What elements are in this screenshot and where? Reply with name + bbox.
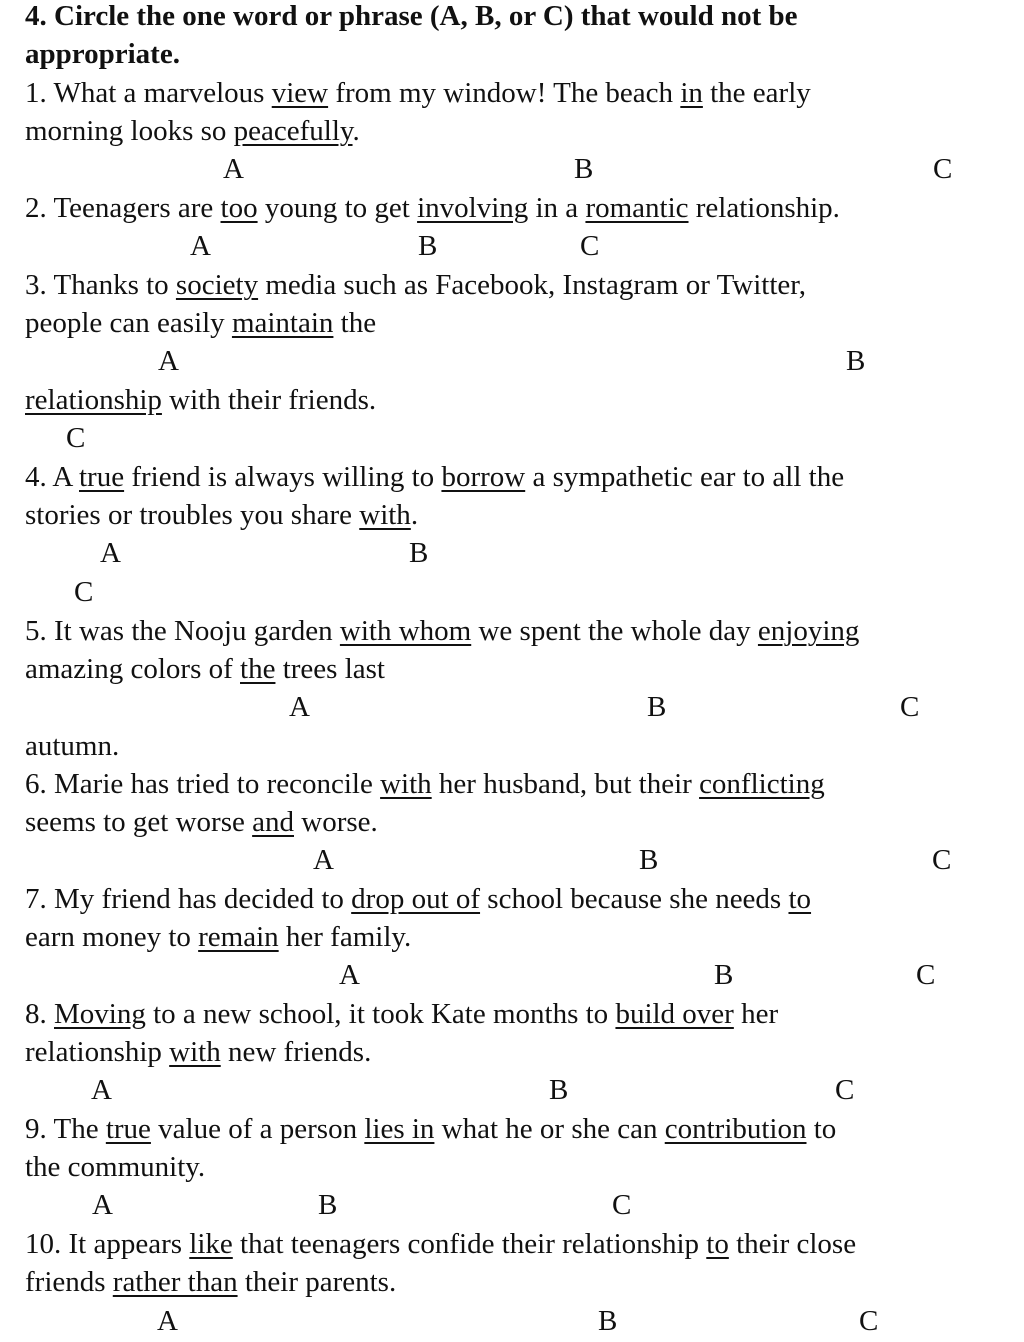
q9-option-c: contribution — [664, 1113, 807, 1145]
q6-label-c: C — [932, 844, 952, 876]
q9-label-b: B — [318, 1189, 338, 1221]
question-5-line-1: 5. It was the Nooju garden with whom we spent the whole day enjoying — [25, 615, 860, 647]
q10-label-b: B — [598, 1305, 618, 1337]
q4-label-c: C — [74, 576, 94, 608]
q3-label-c: C — [66, 422, 86, 454]
question-7-line-2: earn money to remain her family. — [25, 921, 412, 953]
q2-option-b: involving — [417, 192, 529, 224]
question-9-line-1: 9. The true value of a person lies in what he or she can contribution to — [25, 1113, 837, 1145]
question-8-line-2: relationship with new friends. — [25, 1036, 372, 1068]
q8-label-a: A — [91, 1074, 112, 1106]
q8-label-c: C — [835, 1074, 855, 1106]
q7-option-b: to — [788, 883, 812, 915]
q8-label-b: B — [549, 1074, 569, 1106]
q9-label-c: C — [612, 1189, 632, 1221]
q4-option-a: true — [79, 461, 125, 493]
q1-option-c: peacefully — [233, 115, 353, 147]
q10-option-a: like — [189, 1228, 233, 1260]
q1-option-a: view — [271, 77, 329, 109]
question-4-line-1: 4. A true friend is always willing to borrow a sympathetic ear to all the — [25, 461, 845, 493]
question-1-line-1: 1. What a marvelous view from my window! The beach in the early — [25, 77, 811, 109]
q3-option-b: maintain — [231, 307, 334, 339]
q10-label-a: A — [157, 1305, 178, 1337]
q8-option-b: build over — [615, 998, 734, 1030]
q6-option-b: conflicting — [699, 768, 825, 800]
q4-label-b: B — [409, 537, 429, 569]
q3-label-b: B — [846, 345, 866, 377]
question-10-line-1: 10. It appears like that teenagers confide their relationship to their close — [25, 1228, 857, 1260]
q6-option-c: and — [252, 806, 294, 838]
q5-label-a: A — [289, 691, 310, 723]
question-2-line-1: 2. Teenagers are too young to get involving in a romantic relationship. — [25, 192, 840, 224]
q4-label-a: A — [100, 537, 121, 569]
q2-option-a: too — [220, 192, 258, 224]
q6-label-a: A — [313, 844, 334, 876]
q7-option-c: remain — [198, 921, 279, 953]
q7-label-a: A — [339, 959, 360, 991]
q4-option-b: borrow — [441, 461, 526, 493]
q9-option-b: lies in — [364, 1113, 435, 1145]
q5-option-a: with whom — [339, 615, 472, 647]
q7-label-c: C — [916, 959, 936, 991]
q2-label-b: B — [418, 230, 438, 262]
q3-option-a: society — [175, 269, 259, 301]
question-8-line-1: 8. Moving to a new school, it took Kate months to build over her — [25, 998, 779, 1030]
question-6-line-2: seems to get worse and worse. — [25, 806, 378, 838]
q3-label-a: A — [158, 345, 179, 377]
q6-label-b: B — [639, 844, 659, 876]
question-3-line-1: 3. Thanks to society media such as Facebook, Instagram or Twitter, — [25, 269, 807, 301]
question-3-line-2: people can easily maintain the — [25, 307, 377, 339]
question-4-line-2: stories or troubles you share with. — [25, 499, 419, 531]
question-5-line-2: amazing colors of the trees last — [25, 653, 385, 685]
question-7-line-1: 7. My friend has decided to drop out of school because she needs to — [25, 883, 812, 915]
q3-option-c: relationship — [25, 384, 162, 416]
question-5-line-3: autumn. — [25, 730, 120, 762]
q5-label-c: C — [900, 691, 920, 723]
q10-option-c: rather than — [112, 1266, 238, 1298]
instruction-line-1: 4. Circle the one word or phrase (A, B, or C) that would not be — [25, 0, 798, 32]
q2-option-c: romantic — [585, 192, 689, 224]
question-3-line-3: relationship with their friends. — [25, 384, 377, 416]
q1-label-b: B — [574, 153, 594, 185]
q5-option-b: enjoying — [757, 615, 860, 647]
q9-label-a: A — [92, 1189, 113, 1221]
q10-label-c: C — [859, 1305, 879, 1337]
q10-option-b: to — [706, 1228, 729, 1260]
q7-label-b: B — [714, 959, 734, 991]
q6-option-a: with — [380, 768, 432, 800]
q5-option-c: the — [240, 653, 276, 685]
question-10-line-2: friends rather than their parents. — [25, 1266, 397, 1298]
instruction-line-2: appropriate. — [25, 38, 180, 70]
q5-label-b: B — [647, 691, 667, 723]
q4-option-c: with — [359, 499, 411, 531]
question-6-line-1: 6. Marie has tried to reconcile with her husband, but their conflicting — [25, 768, 825, 800]
q1-label-a: A — [223, 153, 244, 185]
q9-option-a: true — [105, 1113, 151, 1145]
q2-label-a: A — [190, 230, 211, 262]
q2-label-c: C — [580, 230, 600, 262]
question-1-line-2: morning looks so peacefully. — [25, 115, 360, 147]
question-9-line-2: the community. — [25, 1151, 206, 1183]
q7-option-a: drop out of — [351, 883, 481, 915]
q8-option-a: Moving — [54, 998, 146, 1030]
q1-option-b: in — [680, 77, 703, 109]
q1-label-c: C — [933, 153, 953, 185]
q8-option-c: with — [169, 1036, 221, 1068]
